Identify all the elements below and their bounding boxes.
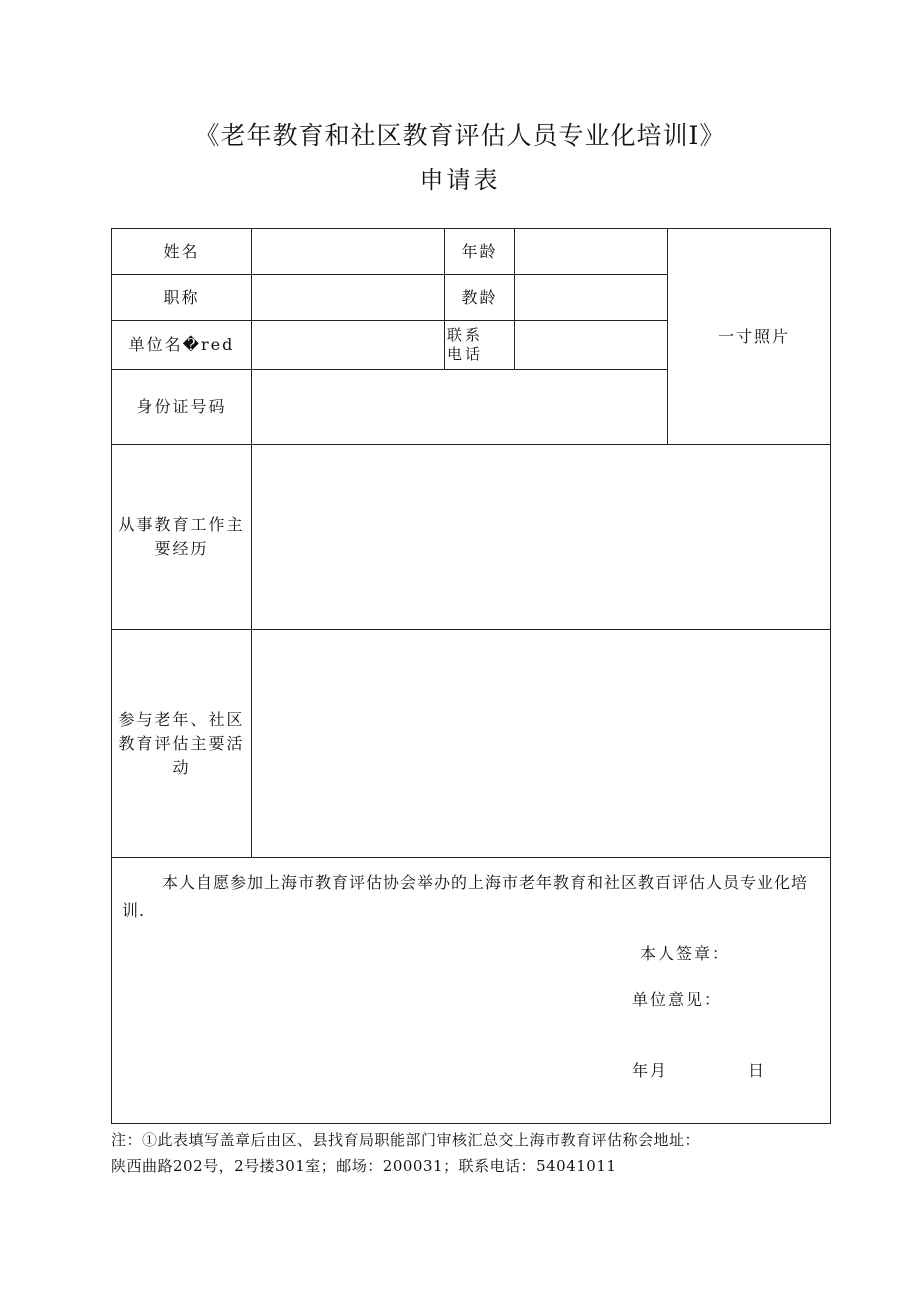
- id-number-label: 身份证号码: [136, 397, 227, 416]
- name-input[interactable]: [252, 229, 444, 274]
- row-divider: [112, 857, 830, 858]
- footnote-line2: 陕西曲路202号，2号搂301室；邮场：200031；联系电话：54041011: [111, 1157, 617, 1175]
- experience-input[interactable]: [252, 445, 830, 629]
- id-number-input[interactable]: [252, 370, 667, 444]
- unit-name-input[interactable]: [252, 321, 444, 369]
- activities-label-line2: 教育评估主要活: [118, 733, 245, 753]
- activities-input[interactable]: [252, 630, 830, 857]
- teaching-age-label: 教龄: [461, 287, 498, 307]
- application-form-table: [111, 228, 831, 1124]
- date-day-label: 日: [748, 1061, 767, 1080]
- unit-opinion-label: 单位意见：: [632, 990, 723, 1009]
- footnote: [111, 1127, 831, 1179]
- photo-box: 一寸照片: [717, 326, 790, 346]
- declaration-text: 本人自愿参加上海市教育评估协会举办的上海市老年教育和社区教百评估人员专业化培训.: [122, 873, 809, 920]
- date-year-month-label: 年月: [632, 1061, 669, 1080]
- footnote-line1: 注：①此表填写盖章后由区、县找育局职能部门审核汇总交上海市教育评估称会地址：: [111, 1131, 701, 1149]
- teaching-age-input[interactable]: [515, 275, 667, 320]
- experience-label-line1: 从事教育工作主: [118, 515, 245, 534]
- title-input[interactable]: [252, 275, 444, 320]
- form-subtitle: 申请表: [419, 166, 501, 194]
- age-label: 年龄: [461, 241, 498, 261]
- title-label: 职称: [163, 287, 200, 307]
- phone-label-line1: 联系: [447, 326, 484, 344]
- experience-label-line2: 要经历: [154, 539, 209, 558]
- signature-label: 本人签章：: [640, 944, 731, 963]
- phone-input[interactable]: [515, 321, 667, 369]
- form-title: 《老年教育和社区教育评估人员专业化培训I》: [194, 121, 726, 150]
- name-label: 姓名: [163, 241, 200, 261]
- activities-label-line1: 参与老年、社区: [118, 709, 245, 729]
- phone-label: [445, 321, 514, 369]
- activities-label: [112, 630, 251, 857]
- phone-label-line2: 电话: [447, 345, 484, 363]
- age-input[interactable]: [515, 229, 667, 274]
- activities-label-line3: 动: [172, 757, 191, 777]
- experience-label: [112, 445, 251, 629]
- unit-name-label: 单位名�red: [128, 335, 235, 354]
